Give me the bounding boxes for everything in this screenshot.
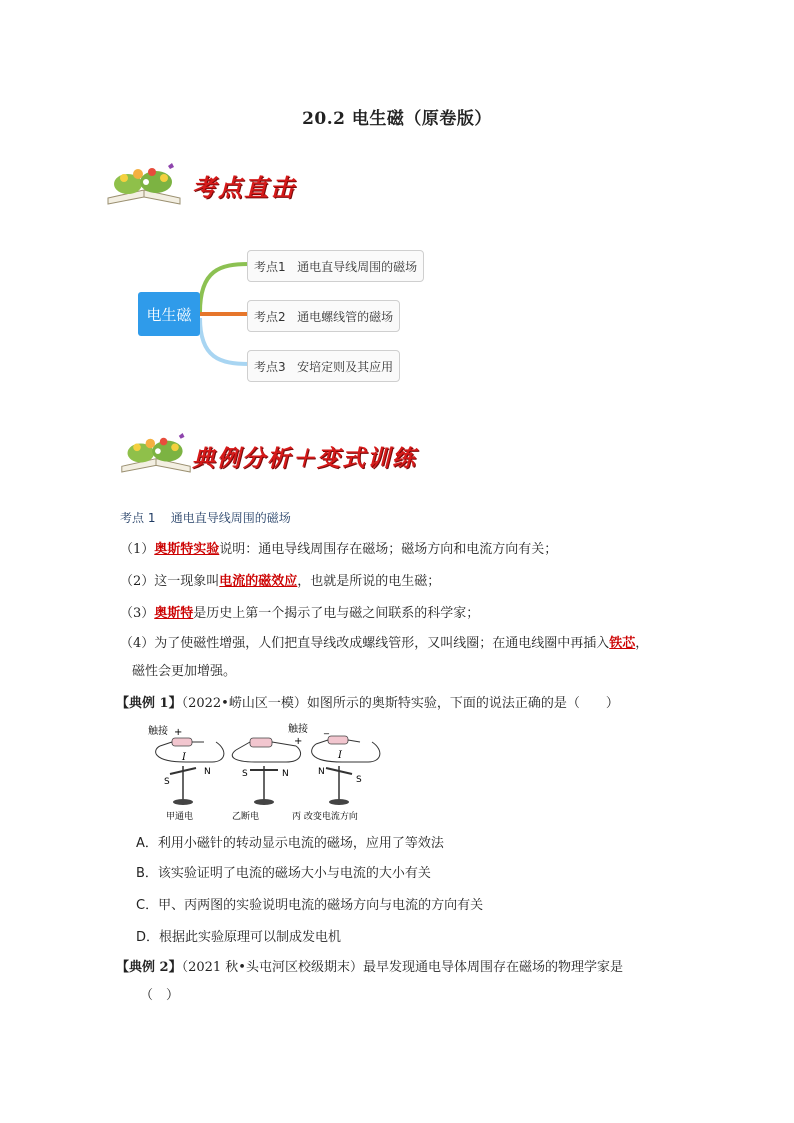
point-4-line2: 磁性会更加增强。 bbox=[132, 664, 237, 679]
option-b: B．该实验证明了电流的磁场大小与电流的大小有关 bbox=[136, 866, 431, 881]
mindmap-branch-3: 考点3 安培定则及其应用 bbox=[247, 350, 400, 382]
point-4: （4）为了使磁性增强，人们把直导线改成螺线管形，又叫线圈；在通电线圈中再插入铁芯， bbox=[120, 636, 649, 651]
example-2-line2: （ ） bbox=[140, 988, 180, 1003]
oersted-experiment-figure bbox=[146, 722, 386, 822]
fig-plus-1: + bbox=[174, 727, 183, 738]
fig-n-3: N bbox=[318, 767, 325, 777]
fig-i-1: I bbox=[182, 752, 186, 763]
page-title: 20.2 电生磁（原卷版） bbox=[302, 109, 492, 129]
fig-minus-3: _ bbox=[324, 724, 329, 735]
fig-s-1: S bbox=[164, 777, 170, 787]
option-c: C．甲、丙两图的实验说明电流的磁场方向与电流的方向有关 bbox=[136, 898, 484, 913]
banner-examples-text: 典例分析＋变式训练 bbox=[192, 445, 417, 472]
example-1: 【典例 1】（2022•崂山区一模）如图所示的奥斯特实验，下面的说法正确的是（ ） bbox=[116, 696, 619, 711]
banner-kaodian-text: 考点直击 bbox=[192, 173, 296, 202]
option-d: D．根据此实验原理可以制成发电机 bbox=[136, 930, 342, 945]
fig-caption-1: 甲通电 bbox=[166, 812, 194, 822]
fig-touch-1: 触接 bbox=[148, 726, 168, 737]
banner-examples bbox=[118, 430, 478, 480]
panel-1 bbox=[156, 738, 224, 805]
fig-touch-3: 触接 bbox=[288, 724, 308, 735]
fig-caption-2: 乙断电 bbox=[232, 812, 260, 822]
mindmap-branch-1: 考点1 通电直导线周围的磁场 bbox=[247, 250, 424, 282]
connector-1 bbox=[200, 264, 249, 312]
point-2: （2）这一现象叫电流的磁效应，也就是所说的电生磁； bbox=[120, 574, 441, 589]
connector-3 bbox=[200, 318, 249, 364]
book-flower-icon bbox=[118, 430, 194, 476]
point-3: （3）奥斯特是历史上第一个揭示了电与磁之间联系的科学家； bbox=[120, 606, 480, 621]
fig-n-1: N bbox=[204, 767, 211, 777]
fig-caption-3: 丙 改变电流方向 bbox=[292, 812, 358, 822]
fig-s-2: S bbox=[242, 769, 248, 779]
fig-plus-3: + bbox=[294, 736, 303, 747]
fig-s-3: S bbox=[356, 775, 362, 785]
fig-n-2: N bbox=[282, 769, 289, 779]
kp1-heading: 考点 1 通电直导线周围的磁场 bbox=[120, 511, 291, 525]
point-2-highlight: 电流的磁效应 bbox=[219, 574, 298, 589]
option-a: A．利用小磁针的转动显示电流的磁场，应用了等效法 bbox=[136, 836, 444, 851]
mindmap-center: 电生磁 bbox=[138, 292, 200, 336]
fig-i-3: I bbox=[338, 750, 342, 761]
point-4-highlight: 铁芯 bbox=[609, 636, 636, 651]
point-1: （1）奥斯特实验说明：通电导线周围存在磁场；磁场方向和电流方向有关； bbox=[120, 542, 558, 557]
point-3-highlight: 奥斯特 bbox=[154, 606, 194, 621]
mindmap-branch-2: 考点2 通电螺线管的磁场 bbox=[247, 300, 400, 332]
example-2: 【典例 2】（2021 秋•头屯河区校级期末）最早发现通电导体周围存在磁场的物理学家是 bbox=[116, 960, 623, 975]
point-1-highlight: 奥斯特实验 bbox=[154, 542, 220, 557]
